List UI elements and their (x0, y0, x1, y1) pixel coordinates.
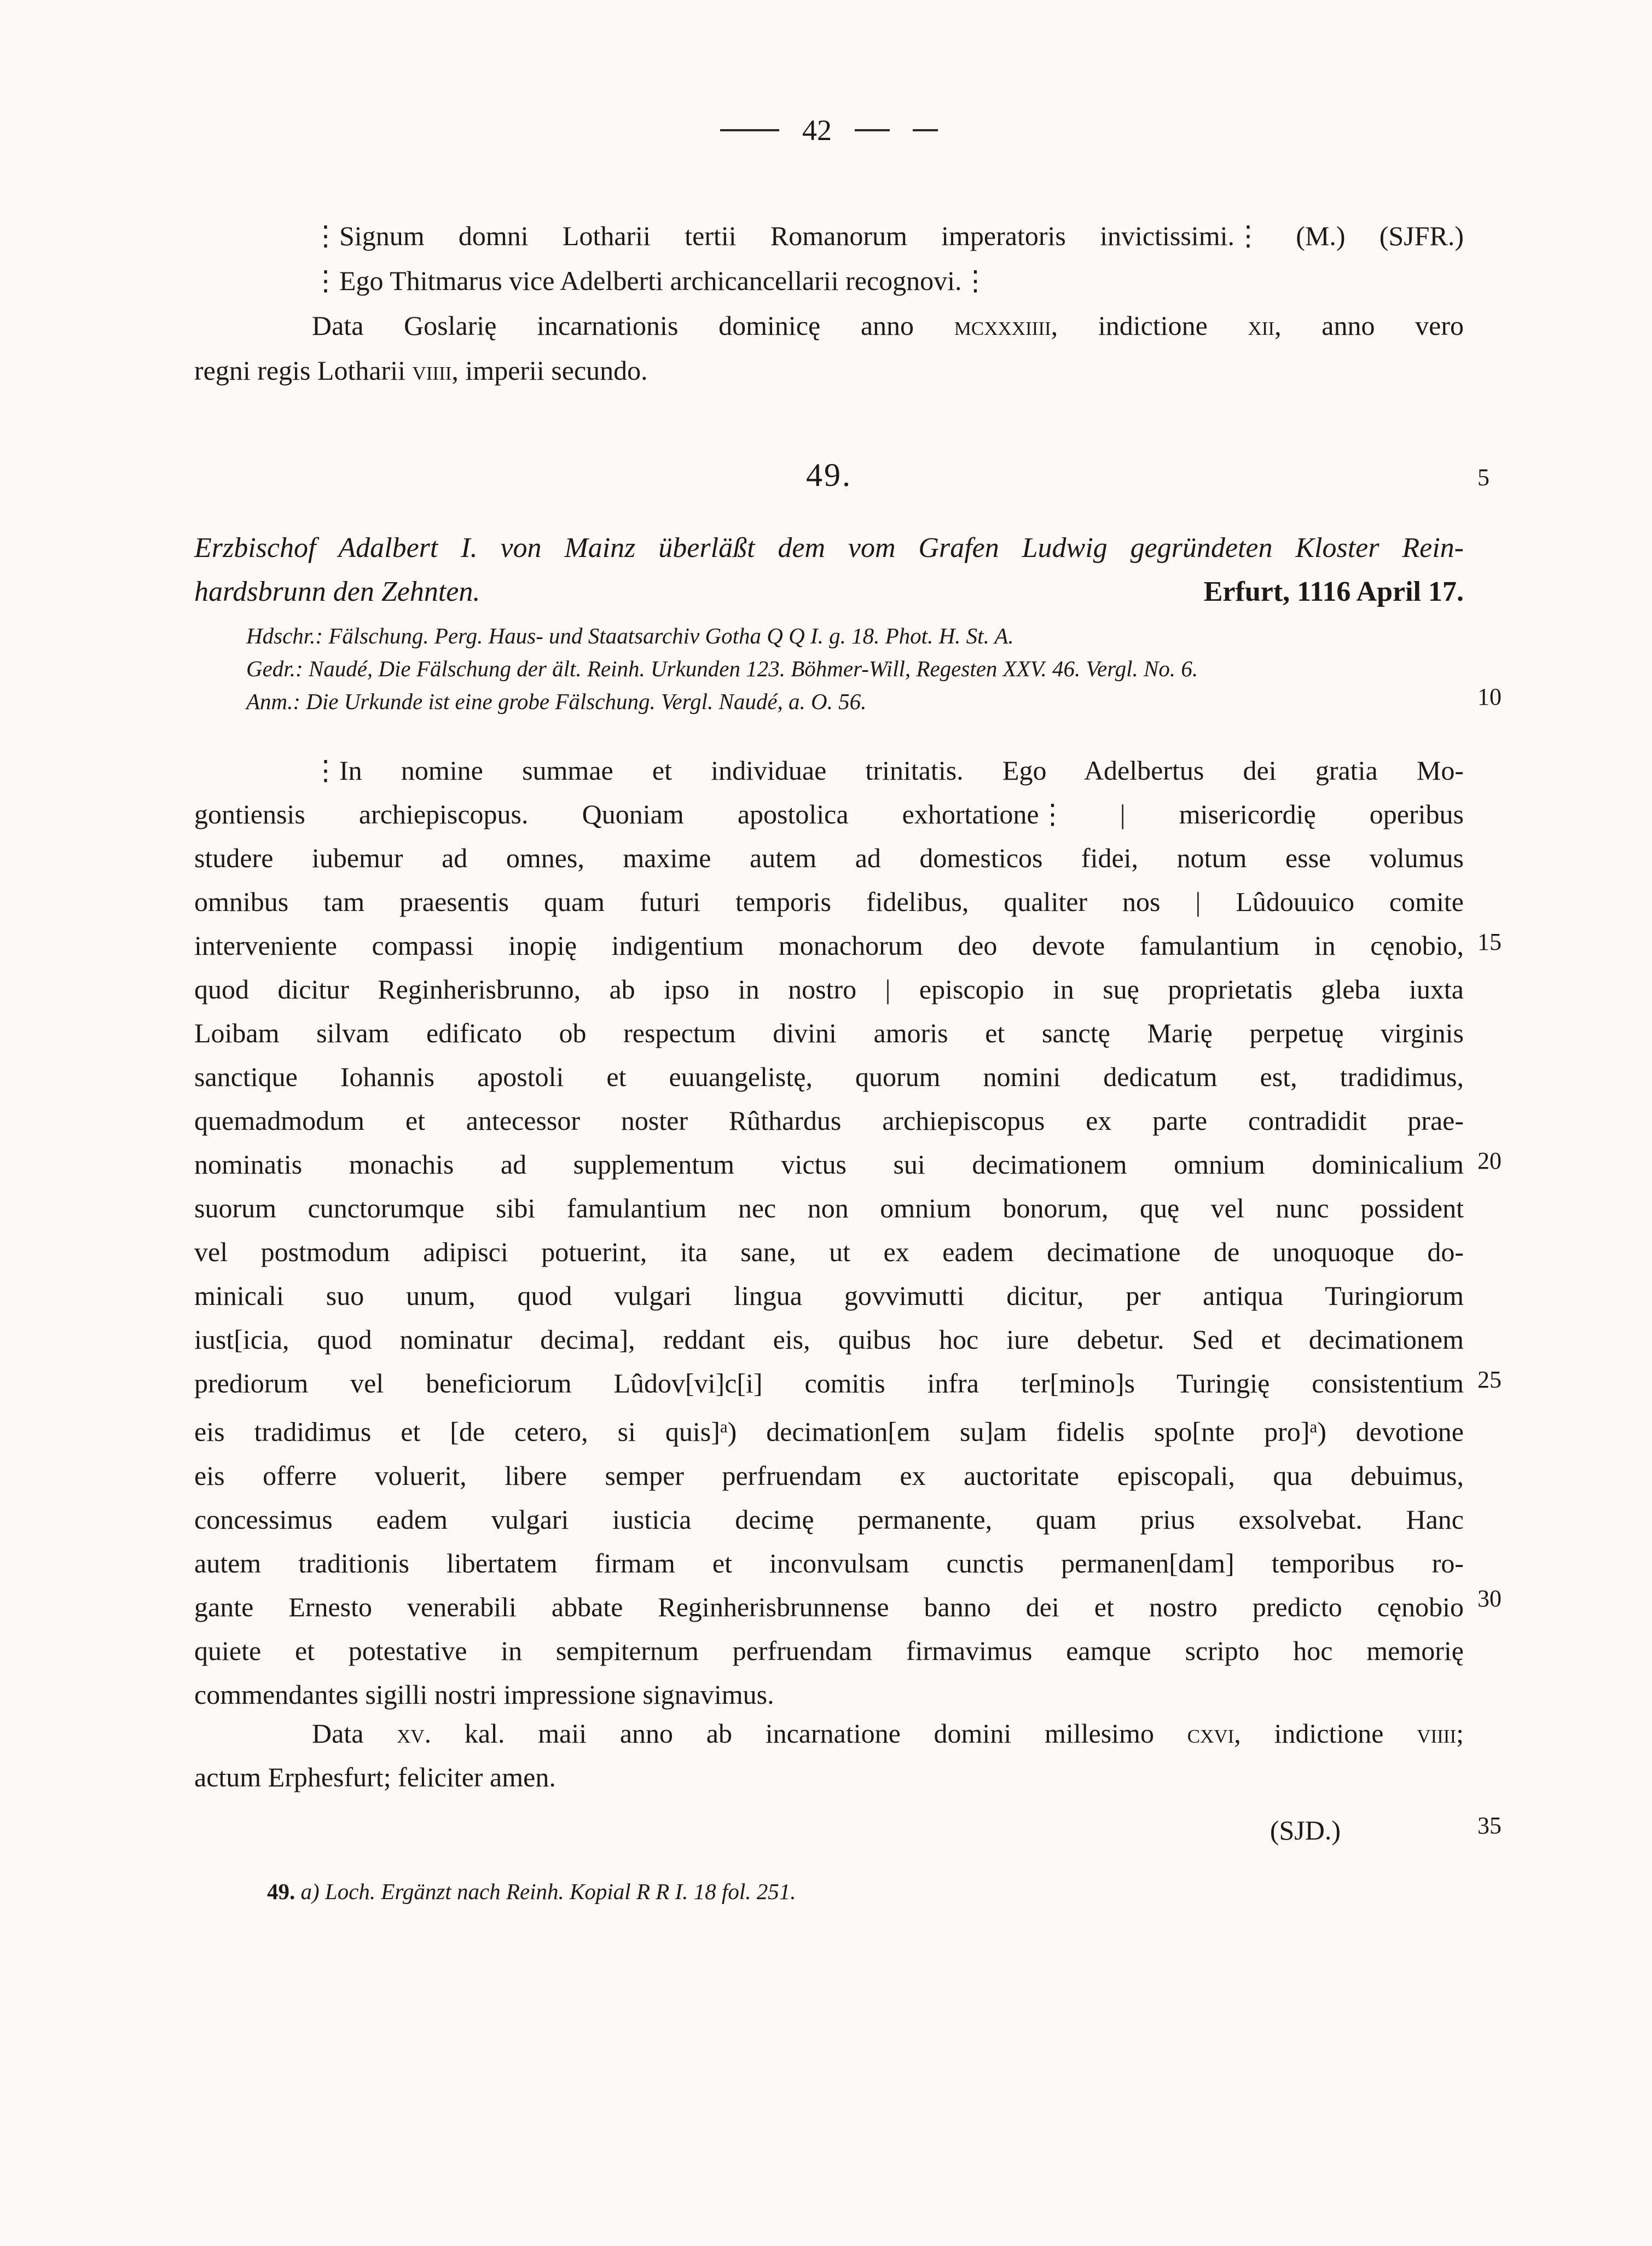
page-header (194, 113, 1464, 148)
text-line: suorum cunctorumque sibi famulantium nec non omnium bonorum, quę vel nunc possident (194, 1193, 1464, 1223)
header-rule-right-1 (855, 129, 890, 131)
small-caps-text: xii (1248, 310, 1275, 341)
text-line: studere iubemur ad omnes, maxime autem ad domesticos fidei, notum esse volumus (194, 843, 1464, 873)
footnote-number: 49. (267, 1879, 295, 1904)
charter-regest-heading (194, 526, 1464, 614)
footnote-text: a) Loch. Ergänzt nach Reinh. Kopial R R I. 18 fol. 251. (300, 1879, 796, 1904)
text-line: Anm.: Die Urkunde ist eine grobe Fälschung. Vergl. Naudé, a. O. 56. (246, 689, 867, 714)
text-line: Hdschr.: Fälschung. Perg. Haus- und Staatsarchiv Gotha Q Q I. g. 18. Phot. H. St. A. (246, 623, 1014, 648)
text-line: Data xv. kal. maii anno ab incarnatione domini millesimo cxvi, indictione viiii; (312, 1718, 1464, 1749)
footnote-marker: a (720, 1417, 728, 1436)
margin-line-number: 20 (1477, 1147, 1502, 1174)
text-line: Loibam silvam edificato ob respectum divini amoris et sanctę Marię perpetuę virginis (194, 1018, 1464, 1048)
text-line: Data Goslarię incarnationis dominicę anno mcxxxiiii, indictione xii, anno vero (312, 310, 1464, 341)
regest-line-2-row (194, 570, 1464, 614)
text-line: iust[icia, quod nominatur decima], reddant eis, quibus hoc iure debetur. Sed et decimationem (194, 1324, 1464, 1355)
text-line: ⋮Ego Thitmarus vice Adelberti archicancellarii recognovi.⋮ (312, 265, 989, 296)
charter-latin-text (194, 748, 1464, 1716)
margin-line-number: 15 (1477, 928, 1502, 955)
margin-line-number: 10 (1477, 683, 1502, 710)
text-line: sanctique Iohannis apostoli et euuangelistę, quorum nomini dedicatum est, tradidimus, (194, 1061, 1464, 1092)
text-line: nominatis monachis ad supplementum victus sui decimationem omnium dominicalium (194, 1149, 1464, 1180)
small-caps-text: viiii (1417, 1718, 1457, 1749)
small-caps-text: xv. (397, 1718, 432, 1749)
regest-line-2: hardsbrunn den Zehnten. (194, 576, 480, 607)
margin-line-number: 35 (1477, 1812, 1502, 1839)
text-line: quemadmodum et antecessor noster Rûthardus archiepiscopus ex parte contradidit prae- (194, 1105, 1464, 1136)
header-rule-right-2 (913, 129, 938, 131)
text-line: gontiensis archiepiscopus. Quoniam apostolica exhortatione⋮ | misericordię operibus (194, 799, 1464, 829)
page-number: 42 (802, 114, 832, 147)
charter-number: 49. (806, 457, 852, 493)
previous-charter-closing (194, 213, 1464, 393)
small-caps-text: cxvi (1187, 1718, 1234, 1749)
text-line: interveniente compassi inopię indigentium monachorum deo devote famulantium in cęnobio, (194, 930, 1464, 961)
text-line: prediorum vel beneficiorum Lûdov[vi]c[i] comitis infra ter[mino]s Turingię consistentium (194, 1368, 1464, 1398)
charter-datum-lines (194, 1711, 1464, 1799)
small-caps-text: mcxxxiiii (954, 310, 1051, 341)
signature-siglum: (SJD.) (1270, 1815, 1341, 1845)
text-line: quiete et potestative in sempiternum perfruendam firmavimus eamque scripto hoc memorię (194, 1635, 1464, 1666)
text-line: omnibus tam praesentis quam futuri temporis fidelibus, qualiter nos | Lûdouuico comite (194, 886, 1464, 917)
small-caps-text: viiii (412, 355, 452, 386)
text-line: Gedr.: Naudé, Die Fälschung der ält. Reinh. Urkunden 123. Böhmer-Will, Regesten XXV. 46. Vergl. No. 6. (246, 656, 1198, 681)
footnote (267, 1876, 1465, 1907)
source-notes (246, 619, 1464, 718)
text-line: commendantes sigilli nostri impressione signavimus. (194, 1679, 774, 1710)
text-line: ⋮Signum domni Lotharii tertii Romanorum imperatoris invictissimi.⋮ (M.) (SJFR.) (312, 220, 1464, 251)
text-line: autem traditionis libertatem firmam et inconvulsam cunctis permanen[dam] temporibus ro- (194, 1547, 1464, 1578)
margin-line-number: 5 (1477, 464, 1489, 491)
text-line: quod dicitur Reginherisbrunno, ab ipso in nostro | episcopio in suę proprietatis gleba iuxta (194, 974, 1464, 1005)
footnote-marker: a (1309, 1417, 1318, 1436)
text-line: minicali suo unum, quod vulgari lingua govvimutti dicitur, per antiqua Turingiorum (194, 1280, 1464, 1311)
header-rule-left (720, 129, 779, 131)
text-line: ⋮In nomine summae et individuae trinitatis. Ego Adelbertus dei gratia Mo- (312, 755, 1464, 786)
regest-line-1: Erzbischof Adalbert I. von Mainz überläßt dem vom Grafen Ludwig gegründeten Kloster Rein- (194, 532, 1464, 564)
text-line: actum Erphesfurt; feliciter amen. (194, 1762, 556, 1792)
text-line: vel postmodum adipisci potuerint, ita sane, ut ex eadem decimatione de unoquoque do- (194, 1237, 1464, 1267)
margin-line-number: 30 (1477, 1585, 1502, 1612)
text-line: eis offerre voluerit, libere semper perfruendam ex auctoritate episcopali, qua debuimus, (194, 1460, 1464, 1491)
text-line: eis tradidimus et [de cetero, si quis]$^a$) decimation[em su]am fidelis spo[nte pro]$^a$) devotione (194, 1416, 1464, 1447)
text-line: gante Ernesto venerabili abbate Reginherisbrunnense banno dei et nostro predicto cęnobio (194, 1591, 1464, 1622)
text-line: regni regis Lotharii viiii, imperii secundo. (194, 355, 648, 386)
charter-dateline: Erfurt, 1116 April 17. (1203, 576, 1464, 607)
text-line: concessimus eadem vulgari iusticia decimę permanente, quam prius exsolvebat. Hanc (194, 1504, 1464, 1535)
margin-line-number: 25 (1477, 1366, 1502, 1393)
